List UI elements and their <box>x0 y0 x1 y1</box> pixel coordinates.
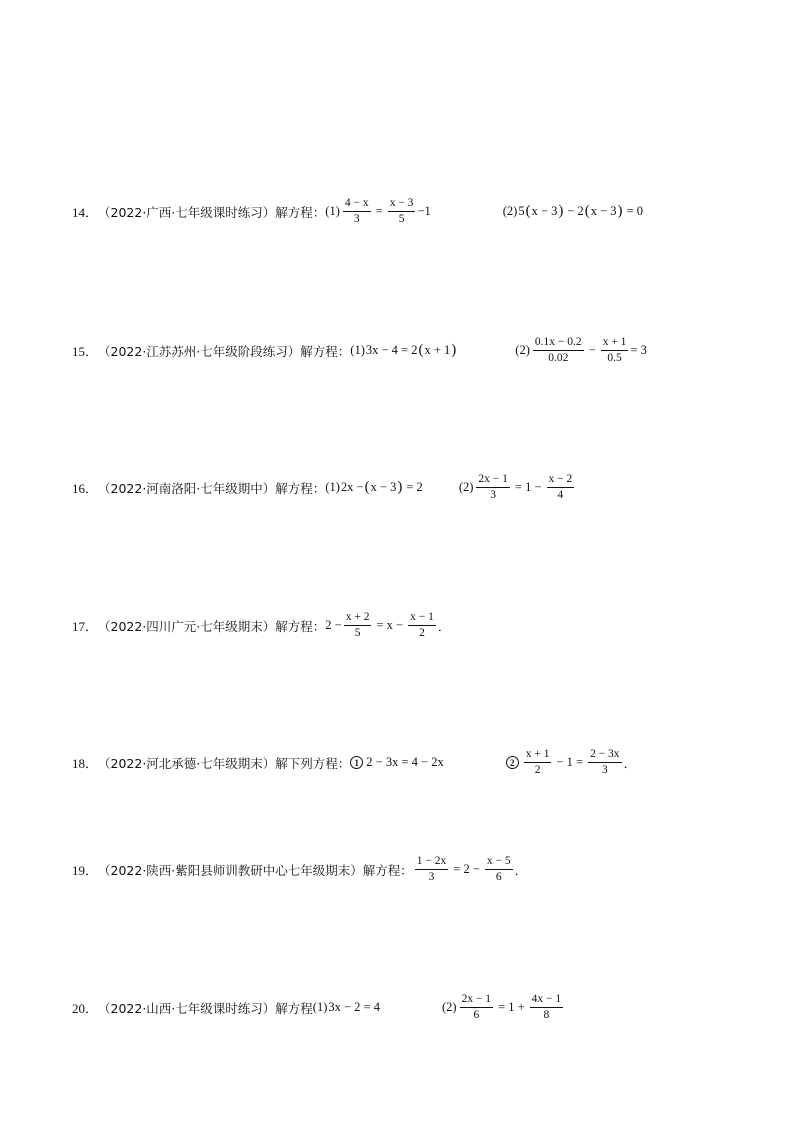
problem-instruction: 解下列方程： <box>275 755 351 771</box>
equation-2: (2) 5 ( x − 3 ) − 2 ( x − 3 ) = 0 <box>502 203 643 220</box>
equation-1: (1) $\frac{4 - x}{3}$ = $\frac{x - 3}{5}$ −1 <box>325 197 431 226</box>
problem-number: 16． <box>72 481 99 497</box>
problem-17 <box>72 611 450 640</box>
equation-2: (2) $\frac{0.1x - 0.2}{0.02}$ − $\frac{x + 1}{0.5}$ = 3 <box>515 336 647 365</box>
problem-instruction: 解方程： <box>275 480 326 496</box>
problem-18 <box>72 748 636 777</box>
problem-instruction: 解方程： <box>300 343 351 359</box>
fraction: $\frac{4 - x}{3}$ <box>344 197 369 226</box>
fraction: $\frac{2x - 1}{6}$ <box>461 993 492 1022</box>
circled-number: 2 <box>506 756 519 769</box>
equation-1: (1) 3x − 4 = 2 ( x + 1 ) <box>350 342 457 359</box>
part-label: (2) <box>515 343 530 358</box>
problem-number: 15． <box>72 344 99 360</box>
equation-1: 2 − $\frac{x + 2}{5}$ = x − $\frac{x - 1}{2}$ ． <box>325 611 451 640</box>
equation-1: 1 2 − 3x = 4 − 2x <box>350 755 443 770</box>
equation-1: (1) 2x − ( x − 3 ) = 2 <box>325 479 423 496</box>
fraction: $\frac{x - 3}{5}$ <box>389 197 414 226</box>
problem-source: （2022·陕西·紫阳县师训教研中心七年级期末） <box>98 862 363 878</box>
problem-number: 20． <box>72 1001 99 1017</box>
problem-20 <box>72 993 565 1022</box>
fraction: $\frac{x - 2}{4}$ <box>548 473 573 502</box>
fraction: $\frac{4x - 1}{8}$ <box>531 993 562 1022</box>
part-label: (1) <box>312 1000 328 1015</box>
problem-source: （2022·广西·七年级课时练习） <box>98 204 276 220</box>
part-label: (2) <box>458 480 474 495</box>
problem-instruction: 解方程 <box>275 1000 313 1016</box>
fraction: $\frac{x + 2}{5}$ <box>345 611 370 640</box>
fraction: $\frac{x - 5}{6}$ <box>486 855 511 884</box>
problem-instruction: 解方程： <box>275 618 326 634</box>
equation-2: (2) $\frac{2x - 1}{6}$ = 1 + $\frac{4x - 1}{8}$ <box>441 993 562 1022</box>
problem-14 <box>72 197 643 226</box>
fraction: $\frac{x - 1}{2}$ <box>410 611 434 640</box>
part-label: (1) <box>350 343 365 358</box>
problem-source: （2022·山西·七年级课时练习） <box>98 1000 276 1016</box>
fraction: $\frac{x + 1}{2}$ <box>525 748 550 777</box>
problem-19 <box>72 855 527 884</box>
problem-16 <box>72 473 576 502</box>
problem-source: （2022·四川广元·七年级期末） <box>98 618 276 634</box>
part-label: (2) <box>502 204 518 219</box>
problem-source: （2022·河南洛阳·七年级期中） <box>98 480 276 496</box>
problem-source: （2022·江苏苏州·七年级阶段练习） <box>98 343 301 359</box>
fraction: $\frac{1 - 2x}{3}$ <box>416 855 447 884</box>
problem-number: 19． <box>72 863 99 879</box>
equation-2: 2 $\frac{x + 1}{2}$ − 1 = $\frac{2 - 3x}{3}$ ． <box>506 748 636 777</box>
fraction: $\frac{2 - 3x}{3}$ <box>590 748 620 777</box>
equation-1: $\frac{1 - 2x}{3}$ = 2 − $\frac{x - 5}{6}$ ． <box>416 855 528 884</box>
fraction: $\frac{0.1x - 0.2}{0.02}$ <box>534 336 582 365</box>
problem-instruction: 解方程： <box>362 862 413 878</box>
part-label: (1) <box>325 480 340 495</box>
part-label: (2) <box>441 1000 457 1015</box>
equation-1: (1) 3x − 2 = 4 <box>312 1000 380 1015</box>
circled-number: 1 <box>350 756 363 769</box>
fraction: $\frac{x + 1}{0.5}$ <box>602 336 627 365</box>
problem-source: （2022·河北承德·七年级期末） <box>98 755 276 771</box>
problem-number: 18． <box>72 756 99 772</box>
fraction: $\frac{2x - 1}{3}$ <box>478 473 508 502</box>
problem-15 <box>72 336 647 365</box>
problem-instruction: 解方程： <box>275 204 326 220</box>
problem-number: 14． <box>72 205 99 221</box>
problem-number: 17． <box>72 619 99 635</box>
part-label: (1) <box>325 204 340 219</box>
equation-2: (2) $\frac{2x - 1}{3}$ = 1 − $\frac{x - 2}{4}$ <box>458 473 573 502</box>
